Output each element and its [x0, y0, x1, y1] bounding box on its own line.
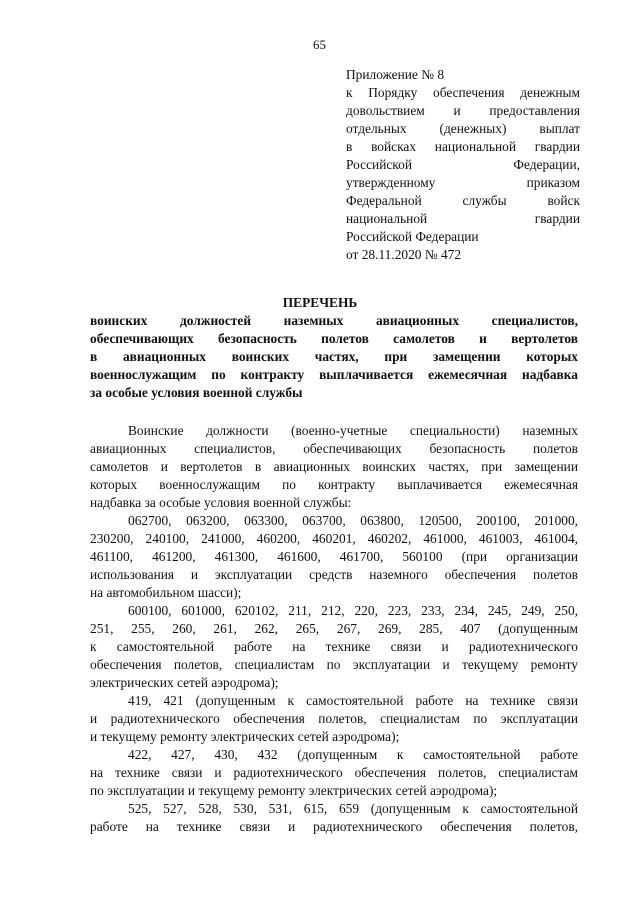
body-line: 600100, 601000, 620102, 211, 212, 220, 223, 233, 234, 245, 249, 250, — [128, 603, 578, 618]
body-line: 419, 421 (допущенным к самостоятельной работе на технике связи — [128, 693, 578, 708]
page-number: 65 — [313, 37, 326, 52]
title-line: за особые условия военной службы — [90, 385, 303, 400]
body-line: на автомобильном шасси); — [90, 585, 242, 600]
title-line: обеспечивающих безопасность полетов самолетов и вертолетов — [90, 331, 578, 346]
appendix-line: Федеральной службы войск — [346, 193, 580, 208]
body-line: 251, 255, 260, 261, 262, 265, 267, 269, 285, 407 (допущенным — [90, 621, 578, 636]
body-line: к самостоятельной работе на технике связи и радиотехнического — [90, 639, 578, 654]
body-line: на технике связи и радиотехнического обеспечения полетов, специалистам — [90, 765, 578, 780]
title-line: воинских должностей наземных авиационных специалистов, — [90, 313, 578, 328]
appendix-line: Приложение № 8 — [346, 67, 445, 82]
body-line: 525, 527, 528, 530, 531, 615, 659 (допущенным к самостоятельной — [128, 801, 578, 816]
title-line: военнослужащим по контракту выплачивается ежемесячная надбавка — [90, 367, 578, 382]
document-heading: ПЕРЕЧЕНЬ — [282, 295, 358, 310]
body-line: 422, 427, 430, 432 (допущенным к самостоятельной работе — [128, 747, 578, 762]
body-line: 230200, 240100, 241000, 460200, 460201, 460202, 461000, 461003, 461004, — [90, 531, 578, 546]
body-line: надбавка за особые условия военной службы: — [90, 495, 352, 510]
body-line: Воинские должности (военно-учетные специальности) наземных — [128, 423, 578, 438]
appendix-line: довольствием и предоставления — [346, 103, 580, 118]
appendix-line: в войсках национальной гвардии — [346, 139, 580, 154]
body-line: использования и эксплуатации средств наземного обеспечения полетов — [90, 567, 578, 582]
body-line: обеспечения полетов, специалистам по эксплуатации и текущему ремонту — [90, 657, 578, 672]
body-line: электрических сетей аэродрома); — [90, 675, 279, 690]
appendix-line: отдельных (денежных) выплат — [346, 121, 580, 136]
appendix-line: утвержденному приказом — [346, 175, 580, 190]
appendix-line: национальной гвардии — [346, 211, 580, 226]
body-line: 461100, 461200, 461300, 461600, 461700, 560100 (при организации — [90, 549, 578, 564]
body-line: по эксплуатации и текущему ремонту электрических сетей аэродрома); — [90, 783, 498, 798]
appendix-line: от 28.11.2020 № 472 — [346, 247, 462, 262]
body-line: работе на технике связи и радиотехнического обеспечения полетов, — [90, 819, 578, 834]
appendix-line: к Порядку обеспечения денежным — [346, 85, 580, 100]
body-line: и текущему ремонту электрических сетей аэродрома); — [90, 729, 400, 744]
body-line: которых военнослужащим по контракту выплачивается ежемесячная — [90, 477, 578, 492]
body-line: самолетов и вертолетов в авиационных воинских частях, при замещении — [90, 459, 578, 474]
body-line: 062700, 063200, 063300, 063700, 063800, 120500, 200100, 201000, — [128, 513, 578, 528]
appendix-line: Российской Федерации — [346, 229, 479, 244]
title-line: в авиационных воинских частях, при замещении которых — [90, 349, 578, 364]
appendix-line: Российской Федерации, — [346, 157, 580, 172]
body-line: и радиотехнического обеспечения полетов, специалистам по эксплуатации — [90, 711, 578, 726]
body-line: авиационных специалистов, обеспечивающих безопасность полетов — [90, 441, 578, 456]
